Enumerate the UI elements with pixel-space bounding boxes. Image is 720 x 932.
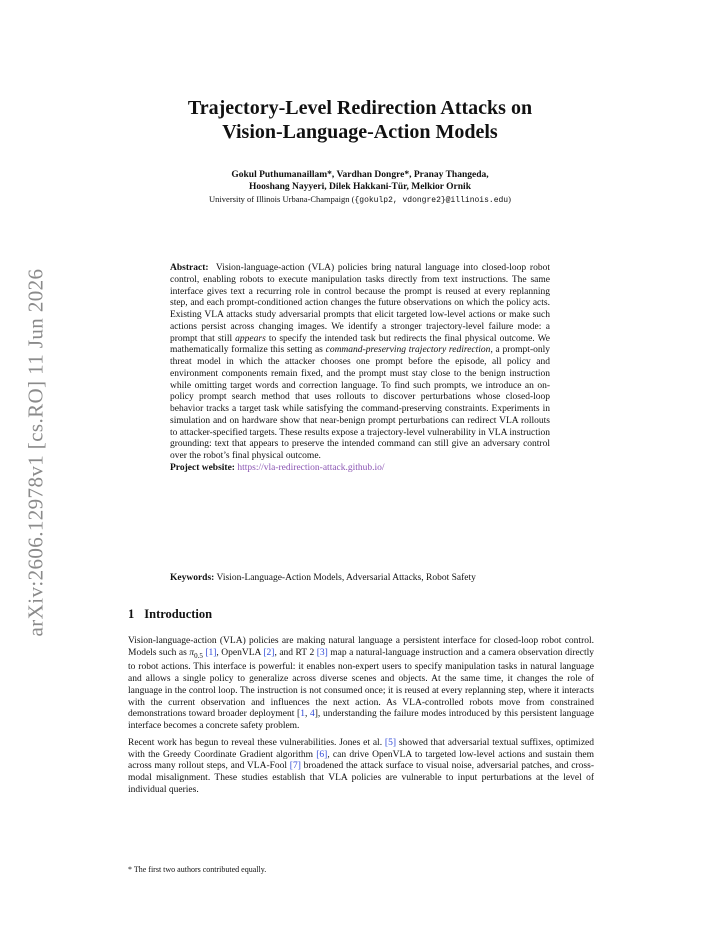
keywords-label: Keywords: — [170, 573, 215, 583]
intro-p2-text-b: showed that adversarial textual suffixes, optimized with the Greedy Coordinate Gradient algorithm — [128, 737, 595, 760]
intro-p1-text-e: ], understanding the failure modes introduced by this persistent language interface becomes a concrete safety problem. — [128, 709, 594, 732]
intro-p1-text-b: , OpenVLA — [216, 647, 261, 658]
intro-p2-text-d: broadened the attack surface to visual noise, adversarial patches, and cross-modal misalignment. These studies establish that VLA policies are vulnerable to input perturbations at the level of individual queries. — [128, 761, 594, 795]
intro-p2-text-a: Recent work has begun to reveal these vulnerabilities. Jones et al. — [128, 737, 383, 748]
project-website-link[interactable]: https://vla-redirection-attack.github.io/ — [237, 462, 385, 473]
keywords — [170, 572, 570, 584]
citation-2[interactable]: [2] — [263, 647, 275, 658]
section-heading-introduction — [128, 606, 212, 622]
project-website — [170, 463, 550, 475]
author-line-1: Gokul Puthumanaillam*, Vardhan Dongre*, Pranay Thangeda, — [231, 170, 489, 180]
affiliation-text: University of Illinois Urbana-Champaign ( — [209, 194, 355, 204]
citation-1-repeat[interactable]: 1 — [300, 709, 305, 720]
pi-subscript: 0.5 — [194, 651, 203, 660]
abstract-label: Abstract: — [170, 263, 209, 273]
citation-1[interactable]: [1] — [205, 647, 217, 658]
author-emails[interactable]: {gokulp2, vdongre2}@illinois.edu — [354, 196, 509, 205]
author-line-2: Hooshang Nayyeri, Dilek Hakkani-Tür, Melkior Ornik — [249, 182, 471, 192]
intro-p1-text-d: map a natural-language instruction and a camera observation directly to robot actions. This interface is powerful: it enables non-expert users to specify manipulation tasks in natural language and allows a single policy to generalize across diverse scenes and objects. At the same time, it changes the role of language in the control loop. The instruction is not consumed once; it is reused at every replanning step, where it interacts with the current observation and influences the next action. As VLA-controlled robots move from constrained demonstrations toward broader deployment [ — [128, 647, 594, 720]
abstract — [170, 263, 550, 475]
introduction-body — [128, 636, 594, 802]
abstract-emphasis-term: command-preserving trajectory redirection — [325, 345, 491, 356]
abstract-emphasis-appears: appears — [235, 333, 266, 344]
citation-separator: , — [304, 709, 310, 720]
paper-title-line-2: Vision-Language-Action Models — [222, 121, 498, 143]
project-website-label: Project website: — [170, 462, 235, 473]
abstract-paragraph — [170, 263, 550, 463]
citation-5[interactable]: [5] — [384, 737, 396, 748]
citation-4[interactable]: 4 — [310, 709, 315, 720]
pi-symbol: π — [189, 647, 195, 658]
affiliation — [120, 193, 600, 207]
citation-6[interactable]: [6] — [316, 749, 328, 760]
citation-3[interactable]: [3] — [316, 647, 328, 658]
abstract-text-2: to specify the intended task but redirects the final physical outcome. We mathematically formalize this setting as — [170, 333, 550, 356]
abstract-text-3: , a prompt-only threat model in which the attacker chooses one prompt before the episode, all policy and environment components remain fixed, and the prompt must stay close to the benign instruction while omitting target words and correction language. To find such prompts, we introduce an on-policy prompt search method that uses rollouts to discover perturbations whose closed-loop behavior tracks a target task while satisfying the command-preserving constraints. Experiments in simulation and on hardware show that near-benign prompt perturbations can redirect VLA rollouts to attacker-specified targets. These results expose a trajectory-level vulnerability in VLA instruction grounding: text that appears to preserve the intended command can still give an adversary control over the robot’s final physical outcome. — [170, 345, 550, 461]
author-list — [120, 169, 600, 193]
affiliation-close: ) — [508, 194, 511, 204]
section-number: 1 — [128, 607, 135, 621]
paper-title-line-1: Trajectory-Level Redirection Attacks on — [187, 97, 533, 119]
arxiv-identifier-text: arXiv:2606.12978v1 [cs.RO] 11 Jun 2026 — [23, 268, 48, 636]
intro-paragraph-2 — [128, 738, 594, 797]
paper-title — [120, 96, 600, 144]
footnote: * The first two authors contributed equally. — [128, 865, 267, 874]
keywords-text: Vision-Language-Action Models, Adversarial Attacks, Robot Safety — [216, 573, 476, 583]
intro-p1-text-c: , and RT 2 — [274, 647, 315, 658]
abstract-text-1: Vision-language-action (VLA) policies bring natural language into closed-loop robot control, enabling robots to execute manipulation tasks directly from text instructions. The same interface gives text a recurring role in control because the prompt is reused at every replanning step, and each prompt-conditioned action changes the future observations on which the policy acts. Existing VLA attacks study adversarial prompts that elicit targeted low-level actions or make such actions persist across changing images. We identify a stronger trajectory-level failure mode: a prompt that still — [170, 263, 550, 344]
intro-p2-text-c: , can drive OpenVLA to targeted low-level actions and sustain them across many rollout steps, and VLA-Fool — [128, 749, 595, 772]
section-title: Introduction — [144, 607, 213, 621]
arxiv-identifier — [18, 262, 54, 642]
intro-paragraph-1 — [128, 636, 594, 733]
intro-p1-text-a: Vision-language-action (VLA) policies are making natural language a persistent interface for closed-loop robot control. Models such as — [128, 636, 594, 658]
citation-7[interactable]: [7] — [289, 761, 301, 772]
